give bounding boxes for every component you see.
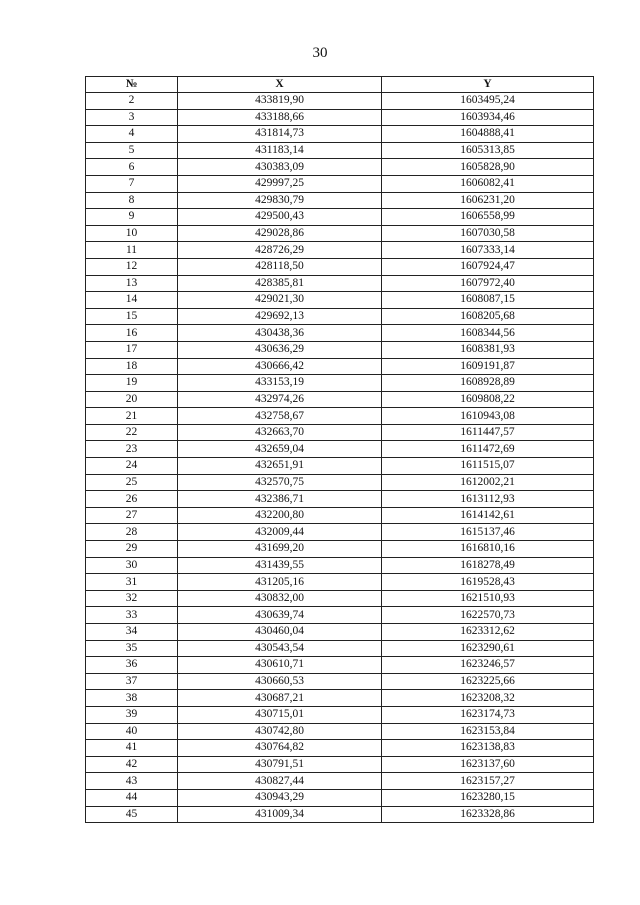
cell-y: 1611515,07 <box>382 458 594 475</box>
cell-y: 1623137,60 <box>382 756 594 773</box>
table-row <box>86 175 594 192</box>
cell-x: 430438,36 <box>178 325 382 342</box>
cell-y: 1609808,22 <box>382 391 594 408</box>
cell-x: 431439,55 <box>178 557 382 574</box>
cell-y: 1621510,93 <box>382 590 594 607</box>
cell-x: 430715,01 <box>178 706 382 723</box>
cell-number: 9 <box>86 209 178 226</box>
cell-y: 1608344,56 <box>382 325 594 342</box>
cell-y: 1608205,68 <box>382 308 594 325</box>
table-row <box>86 159 594 176</box>
cell-y: 1615137,46 <box>382 524 594 541</box>
table-row <box>86 358 594 375</box>
cell-x: 430943,29 <box>178 789 382 806</box>
cell-y: 1611472,69 <box>382 441 594 458</box>
cell-x: 428385,81 <box>178 275 382 292</box>
table-row <box>86 640 594 657</box>
cell-x: 431814,73 <box>178 126 382 143</box>
table-row <box>86 258 594 275</box>
cell-x: 432651,91 <box>178 458 382 475</box>
cell-x: 433153,19 <box>178 375 382 392</box>
cell-number: 28 <box>86 524 178 541</box>
cell-y: 1607333,14 <box>382 242 594 259</box>
table-row <box>86 325 594 342</box>
table-row <box>86 209 594 226</box>
cell-number: 13 <box>86 275 178 292</box>
table-header-row <box>86 77 594 93</box>
cell-number: 32 <box>86 590 178 607</box>
cell-y: 1623290,61 <box>382 640 594 657</box>
cell-number: 41 <box>86 740 178 757</box>
header-y: Y <box>382 77 594 93</box>
cell-number: 18 <box>86 358 178 375</box>
cell-x: 430383,09 <box>178 159 382 176</box>
table-row <box>86 126 594 143</box>
cell-x: 431699,20 <box>178 541 382 558</box>
table-row <box>86 690 594 707</box>
cell-y: 1623174,73 <box>382 706 594 723</box>
cell-number: 8 <box>86 192 178 209</box>
cell-y: 1623328,86 <box>382 806 594 823</box>
cell-y: 1603495,24 <box>382 93 594 110</box>
cell-x: 432659,04 <box>178 441 382 458</box>
table-row <box>86 607 594 624</box>
cell-y: 1607972,40 <box>382 275 594 292</box>
table-row <box>86 590 594 607</box>
cell-number: 30 <box>86 557 178 574</box>
table-row <box>86 424 594 441</box>
cell-number: 22 <box>86 424 178 441</box>
cell-number: 31 <box>86 574 178 591</box>
cell-number: 29 <box>86 541 178 558</box>
cell-number: 19 <box>86 375 178 392</box>
cell-number: 37 <box>86 673 178 690</box>
cell-y: 1619528,43 <box>382 574 594 591</box>
table-row <box>86 192 594 209</box>
coordinates-table <box>85 76 594 823</box>
cell-y: 1623225,66 <box>382 673 594 690</box>
cell-x: 432200,80 <box>178 507 382 524</box>
cell-x: 432009,44 <box>178 524 382 541</box>
cell-number: 24 <box>86 458 178 475</box>
cell-x: 430543,54 <box>178 640 382 657</box>
cell-y: 1618278,49 <box>382 557 594 574</box>
table-row <box>86 308 594 325</box>
cell-number: 12 <box>86 258 178 275</box>
cell-x: 430639,74 <box>178 607 382 624</box>
header-number: № <box>86 77 178 93</box>
cell-number: 44 <box>86 789 178 806</box>
cell-number: 6 <box>86 159 178 176</box>
cell-y: 1607030,58 <box>382 225 594 242</box>
table-row <box>86 557 594 574</box>
table-row <box>86 491 594 508</box>
table-row <box>86 524 594 541</box>
cell-y: 1605313,85 <box>382 142 594 159</box>
cell-number: 7 <box>86 175 178 192</box>
cell-y: 1611447,57 <box>382 424 594 441</box>
cell-number: 35 <box>86 640 178 657</box>
cell-x: 429692,13 <box>178 308 382 325</box>
cell-x: 430460,04 <box>178 624 382 641</box>
cell-number: 11 <box>86 242 178 259</box>
cell-x: 430742,80 <box>178 723 382 740</box>
cell-number: 33 <box>86 607 178 624</box>
table-row <box>86 242 594 259</box>
cell-x: 429997,25 <box>178 175 382 192</box>
header-x: X <box>178 77 382 93</box>
cell-number: 26 <box>86 491 178 508</box>
cell-number: 40 <box>86 723 178 740</box>
table-row <box>86 341 594 358</box>
cell-x: 432570,75 <box>178 474 382 491</box>
table-row <box>86 93 594 110</box>
table-row <box>86 109 594 126</box>
cell-y: 1623280,15 <box>382 789 594 806</box>
cell-x: 429830,79 <box>178 192 382 209</box>
cell-number: 16 <box>86 325 178 342</box>
table-row <box>86 142 594 159</box>
table-row <box>86 673 594 690</box>
cell-x: 432974,26 <box>178 391 382 408</box>
cell-number: 39 <box>86 706 178 723</box>
cell-x: 430827,44 <box>178 773 382 790</box>
cell-x: 430666,42 <box>178 358 382 375</box>
cell-y: 1623312,62 <box>382 624 594 641</box>
cell-x: 431009,34 <box>178 806 382 823</box>
cell-x: 432386,71 <box>178 491 382 508</box>
table-row <box>86 624 594 641</box>
table-row <box>86 391 594 408</box>
table-row <box>86 789 594 806</box>
table-body <box>86 93 594 823</box>
table-row <box>86 723 594 740</box>
cell-number: 43 <box>86 773 178 790</box>
cell-y: 1623153,84 <box>382 723 594 740</box>
cell-x: 430764,82 <box>178 740 382 757</box>
cell-number: 2 <box>86 93 178 110</box>
cell-y: 1606231,20 <box>382 192 594 209</box>
cell-x: 428726,29 <box>178 242 382 259</box>
table-row <box>86 574 594 591</box>
table-row <box>86 375 594 392</box>
cell-x: 428118,50 <box>178 258 382 275</box>
cell-x: 429021,30 <box>178 292 382 309</box>
page-number: 30 <box>312 45 328 61</box>
table-row <box>86 458 594 475</box>
table-row <box>86 806 594 823</box>
table-row <box>86 275 594 292</box>
cell-x: 433819,90 <box>178 93 382 110</box>
cell-number: 23 <box>86 441 178 458</box>
cell-number: 36 <box>86 657 178 674</box>
cell-number: 34 <box>86 624 178 641</box>
table-row <box>86 408 594 425</box>
cell-y: 1607924,47 <box>382 258 594 275</box>
cell-number: 10 <box>86 225 178 242</box>
cell-x: 430636,29 <box>178 341 382 358</box>
cell-number: 38 <box>86 690 178 707</box>
table-row <box>86 507 594 524</box>
table-row <box>86 740 594 757</box>
cell-y: 1605828,90 <box>382 159 594 176</box>
cell-y: 1604888,41 <box>382 126 594 143</box>
cell-x: 433188,66 <box>178 109 382 126</box>
cell-number: 21 <box>86 408 178 425</box>
cell-x: 429028,86 <box>178 225 382 242</box>
cell-y: 1606082,41 <box>382 175 594 192</box>
cell-y: 1622570,73 <box>382 607 594 624</box>
cell-number: 4 <box>86 126 178 143</box>
cell-x: 430791,51 <box>178 756 382 773</box>
cell-y: 1610943,08 <box>382 408 594 425</box>
cell-x: 431183,14 <box>178 142 382 159</box>
table-row <box>86 441 594 458</box>
cell-y: 1616810,16 <box>382 541 594 558</box>
cell-y: 1603934,46 <box>382 109 594 126</box>
cell-y: 1608928,89 <box>382 375 594 392</box>
cell-x: 430610,71 <box>178 657 382 674</box>
cell-x: 430832,00 <box>178 590 382 607</box>
cell-x: 431205,16 <box>178 574 382 591</box>
cell-x: 432663,70 <box>178 424 382 441</box>
cell-number: 42 <box>86 756 178 773</box>
cell-y: 1609191,87 <box>382 358 594 375</box>
cell-x: 429500,43 <box>178 209 382 226</box>
cell-y: 1606558,99 <box>382 209 594 226</box>
table-row <box>86 706 594 723</box>
cell-y: 1623157,27 <box>382 773 594 790</box>
table-row <box>86 773 594 790</box>
cell-y: 1612002,21 <box>382 474 594 491</box>
cell-number: 27 <box>86 507 178 524</box>
cell-y: 1613112,93 <box>382 491 594 508</box>
cell-number: 45 <box>86 806 178 823</box>
cell-x: 430687,21 <box>178 690 382 707</box>
cell-y: 1623208,32 <box>382 690 594 707</box>
cell-x: 430660,53 <box>178 673 382 690</box>
cell-number: 15 <box>86 308 178 325</box>
table-row <box>86 292 594 309</box>
cell-number: 3 <box>86 109 178 126</box>
cell-number: 25 <box>86 474 178 491</box>
cell-y: 1608087,15 <box>382 292 594 309</box>
cell-number: 17 <box>86 341 178 358</box>
cell-y: 1614142,61 <box>382 507 594 524</box>
table-row <box>86 474 594 491</box>
cell-x: 432758,67 <box>178 408 382 425</box>
cell-number: 5 <box>86 142 178 159</box>
cell-y: 1623138,83 <box>382 740 594 757</box>
table-row <box>86 541 594 558</box>
table-row <box>86 225 594 242</box>
cell-y: 1608381,93 <box>382 341 594 358</box>
cell-number: 20 <box>86 391 178 408</box>
table-row <box>86 756 594 773</box>
table-row <box>86 657 594 674</box>
cell-number: 14 <box>86 292 178 309</box>
cell-y: 1623246,57 <box>382 657 594 674</box>
